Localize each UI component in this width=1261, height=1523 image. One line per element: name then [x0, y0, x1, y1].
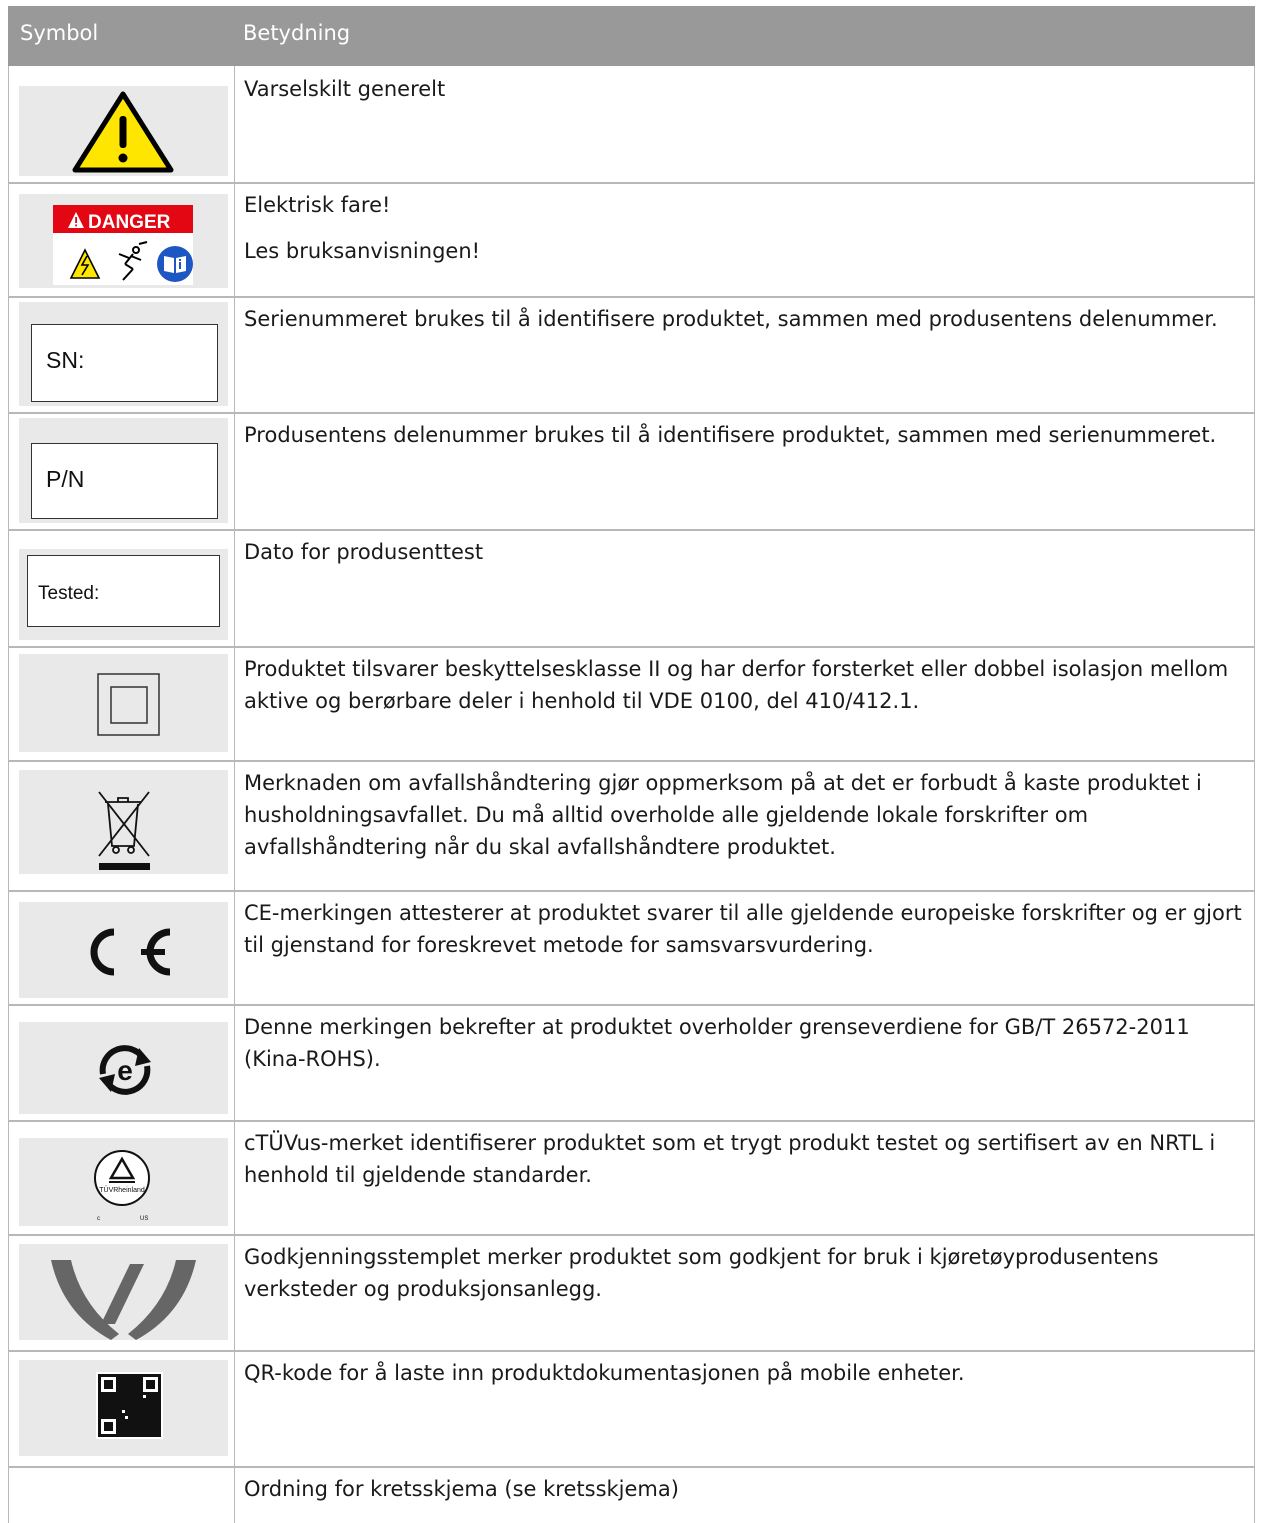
serial-number-label: SN:	[19, 302, 228, 406]
table-row	[8, 1466, 1255, 1523]
approval-stamp-icon	[19, 1244, 228, 1340]
table-row	[8, 529, 1255, 648]
table-row	[8, 66, 1255, 184]
table-header	[8, 6, 1255, 66]
tested-date-label: Tested:	[19, 549, 228, 640]
svg-text:e: e	[117, 1055, 133, 1086]
protection-class-ii-icon	[19, 654, 228, 752]
row-meaning: CE-merkingen attesterer at produktet svarer til alle gjeldende europeiske forskrifter og er gjort til gjenstand for foreskrevet metode for samsvarsvurdering.	[244, 901, 1242, 957]
table-row	[8, 412, 1255, 531]
row-meaning: Godkjenningsstemplet merker produktet som godkjent for bruk i kjøretøyprodusentens verksteder og produksjonsanlegg.	[244, 1245, 1159, 1301]
part-number-label: P/N	[19, 418, 228, 523]
qr-code-icon	[19, 1360, 228, 1456]
ce-mark-icon	[19, 902, 228, 998]
ctuvus-mark-icon	[19, 1138, 228, 1226]
row-meaning: cTÜVus-merket identifiserer produktet som et trygt produkt testet og sertifisert av en NRTL i henhold til gjeldende standarder.	[244, 1131, 1216, 1187]
svg-text:US: US	[140, 1216, 149, 1222]
row-meaning: Serienummeret brukes til å identifisere produktet, sammen med produsentens delenummer.	[244, 307, 1218, 331]
header-meaning: Betydning	[243, 21, 351, 45]
table-row	[8, 1120, 1255, 1236]
table-row	[8, 1004, 1255, 1122]
svg-text:c: c	[97, 1216, 100, 1222]
row-meaning: Ordning for kretsskjema (se kretsskjema)	[244, 1477, 679, 1501]
danger-label-icon	[19, 194, 228, 288]
china-rohs-icon	[19, 1022, 228, 1114]
header-symbol: Symbol	[20, 21, 99, 45]
tuv-text: TÜVRheinland	[99, 1187, 145, 1194]
row-meaning: Merknaden om avfallshåndtering gjør oppmerksom på at det er forbudt å kaste produktet i husholdningsavfallet. Du må alltid overholde alle gjeldende lokale forskrifter om avfallshåndtering når du skal avfallshåndtere produktet.	[244, 771, 1202, 859]
danger-label-text: DANGER	[88, 212, 171, 233]
row-meaning: Produsentens delenummer brukes til å identifisere produktet, sammen med serienummeret.	[244, 423, 1217, 447]
table-row	[8, 646, 1255, 762]
table-row	[8, 760, 1255, 892]
table-row	[8, 890, 1255, 1006]
row-meaning: Dato for produsenttest	[244, 540, 484, 564]
row-meaning: Denne merkingen bekrefter at produktet overholder grenseverdiene for GB/T 26572-2011 (Kina-ROHS).	[244, 1015, 1190, 1071]
row-meaning: Elektrisk fare! Les bruksanvisningen!	[244, 193, 481, 263]
row-meaning: Produktet tilsvarer beskyttelsesklasse II og har derfor forsterket eller dobbel isolasjon mellom aktive og berørbare deler i henhold til VDE 0100, del 410/412.1.	[244, 657, 1229, 713]
warning-triangle-icon	[19, 86, 228, 176]
table-row	[8, 1350, 1255, 1468]
table-row	[8, 182, 1255, 298]
row-meaning: QR-kode for å laste inn produktdokumentasjonen på mobile enheter.	[244, 1361, 965, 1385]
crossed-out-bin-icon	[19, 770, 228, 874]
table-row	[8, 296, 1255, 414]
row-meaning: Varselskilt generelt	[244, 77, 446, 101]
table-row	[8, 1234, 1255, 1352]
